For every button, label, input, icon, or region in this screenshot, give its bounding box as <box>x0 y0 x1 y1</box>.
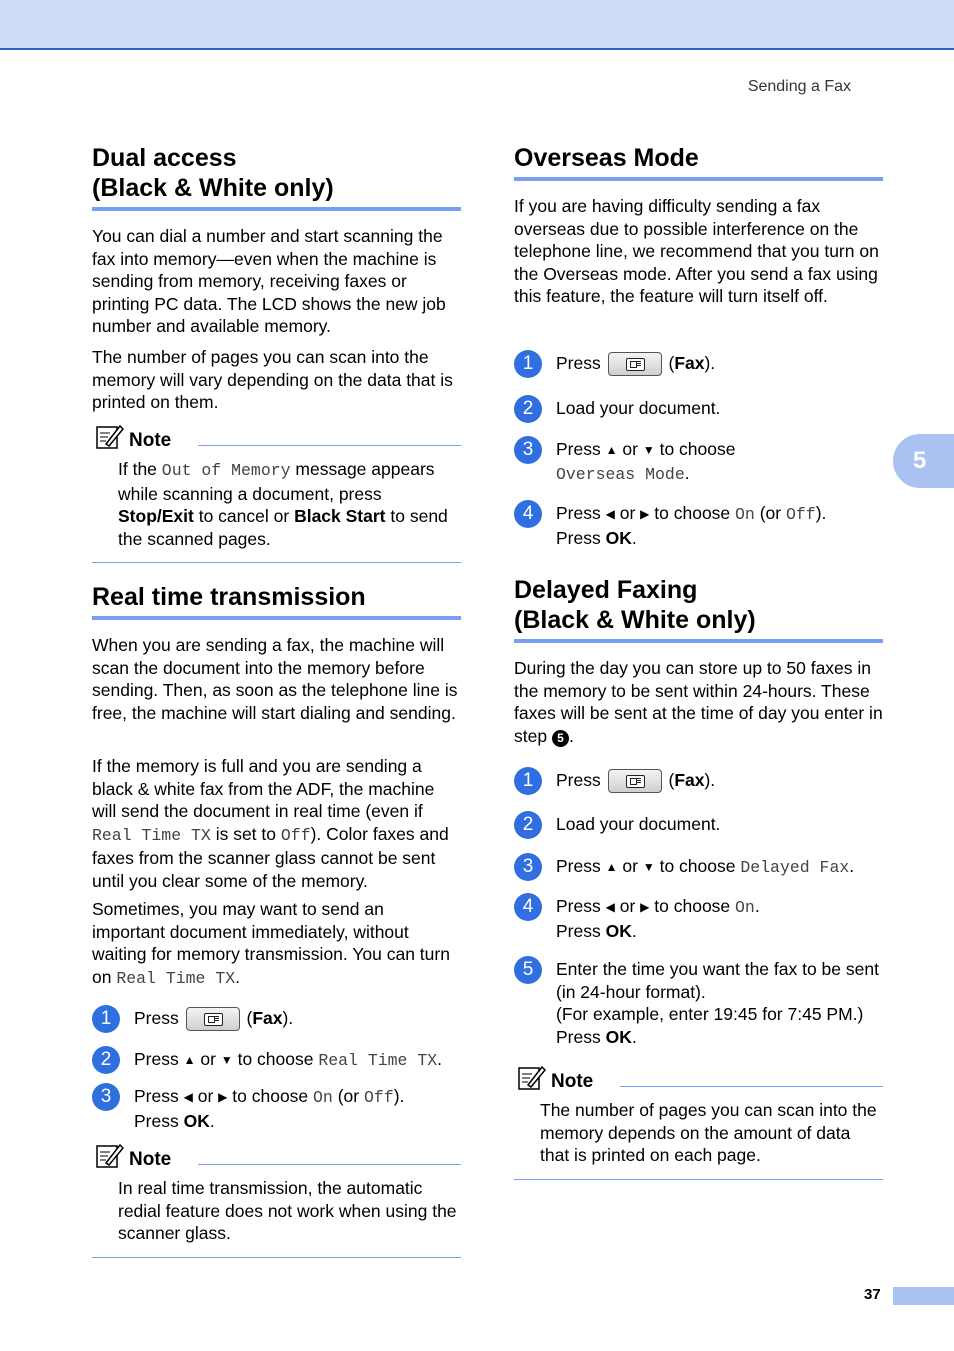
step-number: 3 <box>514 853 542 881</box>
step-number: 3 <box>92 1083 120 1111</box>
note-label: Note <box>129 430 172 451</box>
delayed-faxing-heading <box>514 575 883 643</box>
delayed-para: During the day you can store up to 50 faxes in the memory to be sent within 24-hours. These faxes will be sent at the time of day you enter in step 5 . <box>514 658 883 746</box>
dual-access-heading <box>92 143 461 211</box>
note-text: The number of pages you can scan into the memory depends on the amount of data that is printed on each page. <box>540 1100 877 1165</box>
top-header-band <box>0 0 954 50</box>
real-time-para-1: When you are sending a fax, the machine will scan the document into the memory before sending. Then, as soon as the telephone line is free, the machine will start dialing and sending. <box>92 635 458 723</box>
real-time-para-3: Sometimes, you may want to send an important document immediately, without waiting for memory transmission. You can turn on Real Time TX. <box>92 899 450 988</box>
up-arrow-icon: ▲ <box>605 443 618 457</box>
heading-line-1: Delayed Faxing <box>514 576 698 604</box>
chapter-tab <box>893 434 954 488</box>
down-arrow-icon: ▼ <box>642 860 655 874</box>
lcd-text: Out of Memory <box>161 461 291 480</box>
heading-line-1: Dual access <box>92 144 237 172</box>
note-label: Note <box>129 1149 172 1170</box>
overseas-heading: Overseas Mode <box>514 143 883 181</box>
right-arrow-icon: ▶ <box>640 900 650 914</box>
down-arrow-icon: ▼ <box>642 443 655 457</box>
step-number: 2 <box>514 395 542 423</box>
down-arrow-icon: ▼ <box>220 1053 233 1067</box>
left-arrow-icon: ◀ <box>605 900 615 914</box>
step-number: 4 <box>514 500 542 528</box>
step-number: 2 <box>514 811 542 839</box>
step-number: 4 <box>514 893 542 921</box>
step-number: 1 <box>514 350 542 378</box>
note-box <box>92 1143 461 1258</box>
note-pen-icon <box>96 1143 124 1169</box>
note-box <box>92 424 461 563</box>
step-number: 2 <box>92 1046 120 1074</box>
fax-key-icon <box>186 1007 240 1031</box>
note-pen-icon <box>518 1065 546 1091</box>
page-number: 37 <box>864 1286 881 1303</box>
step-number: 1 <box>514 767 542 795</box>
page-number-bar <box>893 1287 954 1305</box>
right-arrow-icon: ▶ <box>640 507 650 521</box>
step-number: 1 <box>92 1005 120 1033</box>
running-head: Sending a Fax <box>747 78 851 95</box>
up-arrow-icon: ▲ <box>605 860 618 874</box>
fax-key-icon <box>608 352 662 376</box>
heading-line-2: (Black & White only) <box>514 606 756 634</box>
note-pen-icon <box>96 424 124 450</box>
left-arrow-icon: ◀ <box>605 507 615 521</box>
fax-key-icon <box>608 769 662 793</box>
chapter-number: 5 <box>913 447 927 474</box>
heading-line-2: (Black & White only) <box>92 174 334 202</box>
dual-access-para-2: The number of pages you can scan into the memory will vary depending on the data that is printed on them. <box>92 347 453 412</box>
note-box <box>514 1065 883 1180</box>
dual-access-para-1: You can dial a number and start scanning the fax into memory—even when the machine is sending from memory, receiving faxes or printing PC data. The LCD shows the new job number and available memory. <box>92 226 446 336</box>
step-ref-badge: 5 <box>552 730 569 747</box>
step-number: 3 <box>514 436 542 464</box>
up-arrow-icon: ▲ <box>183 1053 196 1067</box>
note-label: Note <box>551 1071 594 1092</box>
right-arrow-icon: ▶ <box>218 1090 228 1104</box>
overseas-para: If you are having difficulty sending a fax overseas due to possible interference on the telephone line, we recommend that you turn on the Overseas mode. After you send a fax using this feature, the feature will turn itself off. <box>514 196 879 306</box>
note-text: If the Out of Memory message appears while scanning a document, press Stop/Exit to cancel or Black Start to send the scanned pages. <box>118 459 448 549</box>
real-time-heading: Real time transmission <box>92 582 461 620</box>
left-arrow-icon: ◀ <box>183 1090 193 1104</box>
step-number: 5 <box>514 956 542 984</box>
note-text: In real time transmission, the automatic redial feature does not work when using the scanner glass. <box>118 1178 457 1243</box>
real-time-para-2: If the memory is full and you are sending a black & white fax from the ADF, the machine will send the document in real time (even if Real Time TX is set to Off). Color faxes and faxes from the scanner glass cannot be sent until you clear some of the memory. <box>92 756 449 891</box>
